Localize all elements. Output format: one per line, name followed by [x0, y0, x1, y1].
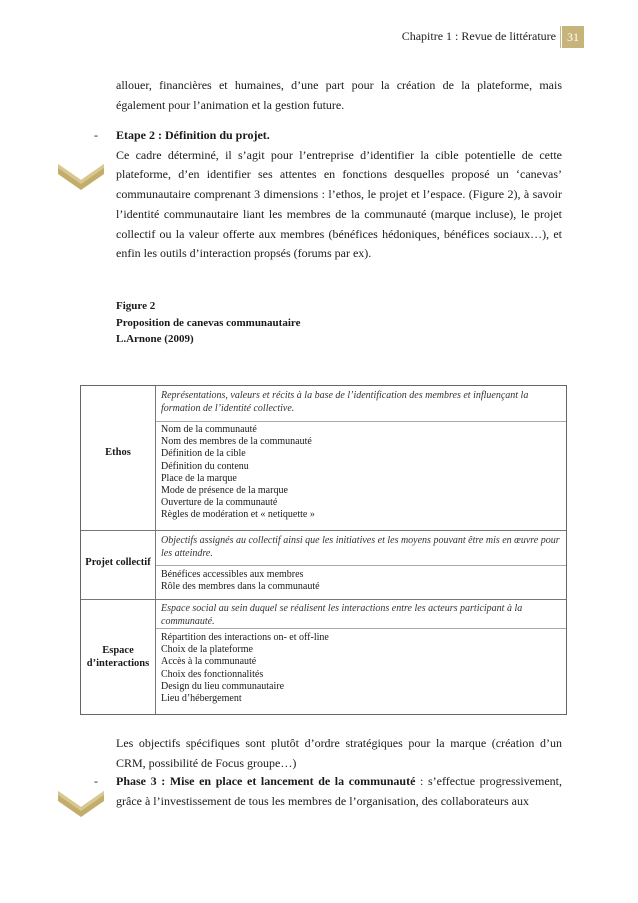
row-label-espace: Espace d’interactions	[86, 645, 150, 669]
header-divider	[560, 26, 561, 48]
step2-title: Etape 2 : Définition du projet.	[116, 128, 270, 142]
phase3-section	[116, 772, 562, 811]
phase3-title: Phase 3 : Mise en place et lancement de la communauté	[116, 774, 416, 788]
projet-description: Objectifs assignés au collectif ainsi que les initiatives et les moyens pouvant être mis en œuvre pour les atteindre.	[161, 535, 560, 559]
paragraph-objectifs: Les objectifs spécifiques sont plutôt d’ordre stratégiques pour la marque (création d’un CRM, possibilité de Focus groupe…)	[116, 736, 562, 770]
row-label-ethos: Ethos	[105, 447, 131, 458]
list-item: Place de la marque	[161, 472, 237, 484]
figure-label: Figure 2	[116, 300, 156, 312]
projet-items	[161, 569, 561, 593]
paragraph-allocation: allouer, financières et humaines, d’une part pour la création de la plateforme, mais également pour l’animation et la gestion future.	[116, 78, 562, 112]
list-item: Lieu d’hébergement	[161, 693, 242, 705]
list-item: Choix de la plateforme	[161, 644, 253, 656]
list-item: Choix des fonctionnalités	[161, 668, 264, 680]
list-dash: -	[94, 774, 98, 788]
list-item: Définition du contenu	[161, 460, 249, 472]
step2-body: Ce cadre déterminé, il s’agit pour l’entreprise d’identifier la cible potentielle de cette plateforme, d’en identifier ses attentes en fonctions desquelles proposé un ‘canevas’ communautaire comprenant 3 dimensions : l’ethos, le projet et l’espace. (Figure 2), à savoir l’identité communautaire liant les membres de la communauté (marque incluse), le projet collectif ou la valeur offerte aux membres (bénéfices hédoniques, bénéfices sociaux…), et enfin les outils d’interaction propsés (forums par ex).	[116, 147, 562, 261]
espace-description: Espace social au sein duquel se réalisent les interactions entre les acteurs participant à la communauté.	[161, 603, 523, 627]
ethos-description: Représentations, valeurs et récits à la base de l’identification des membres et influençant la formation de l’identité collective.	[161, 390, 529, 414]
row-label-projet: Projet collectif	[85, 557, 151, 568]
page-header	[0, 26, 638, 48]
list-item: Nom des membres de la communauté	[161, 436, 312, 448]
page-number: 31	[562, 26, 584, 48]
ethos-items	[161, 424, 561, 522]
list-item: Répartition des interactions on- et off-line	[161, 632, 329, 643]
list-item: Rôle des membres dans la communauté	[161, 581, 320, 593]
figure-caption	[116, 298, 300, 348]
figure-title: Proposition de canevas communautaire	[116, 316, 301, 329]
list-item: Ouverture de la communauté	[161, 497, 278, 509]
list-item: Bénéfices accessibles aux membres	[161, 569, 304, 580]
list-item: Définition de la cible	[161, 448, 246, 460]
list-item: Accès à la communauté	[161, 656, 257, 668]
list-item: Design du lieu communautaire	[161, 680, 285, 692]
figure-source: L.Arnone (2009)	[116, 333, 194, 345]
chevron-down-icon	[56, 162, 106, 192]
canevas-table	[80, 385, 567, 715]
phase3-body: : s’effectue progressivement, grâce à l’investissement de tous les membres de l’organisation, des collaborateurs aux	[116, 774, 562, 808]
list-item: Mode de présence de la marque	[161, 485, 288, 497]
chapter-title: Chapitre 1 : Revue de littérature	[401, 29, 556, 43]
step2-section	[116, 126, 562, 264]
list-item: Nom de la communauté	[161, 424, 257, 435]
espace-items	[161, 632, 561, 705]
chevron-down-icon	[56, 789, 106, 819]
list-dash: -	[94, 128, 98, 142]
list-item: Règles de modération et « netiquette »	[161, 509, 315, 521]
